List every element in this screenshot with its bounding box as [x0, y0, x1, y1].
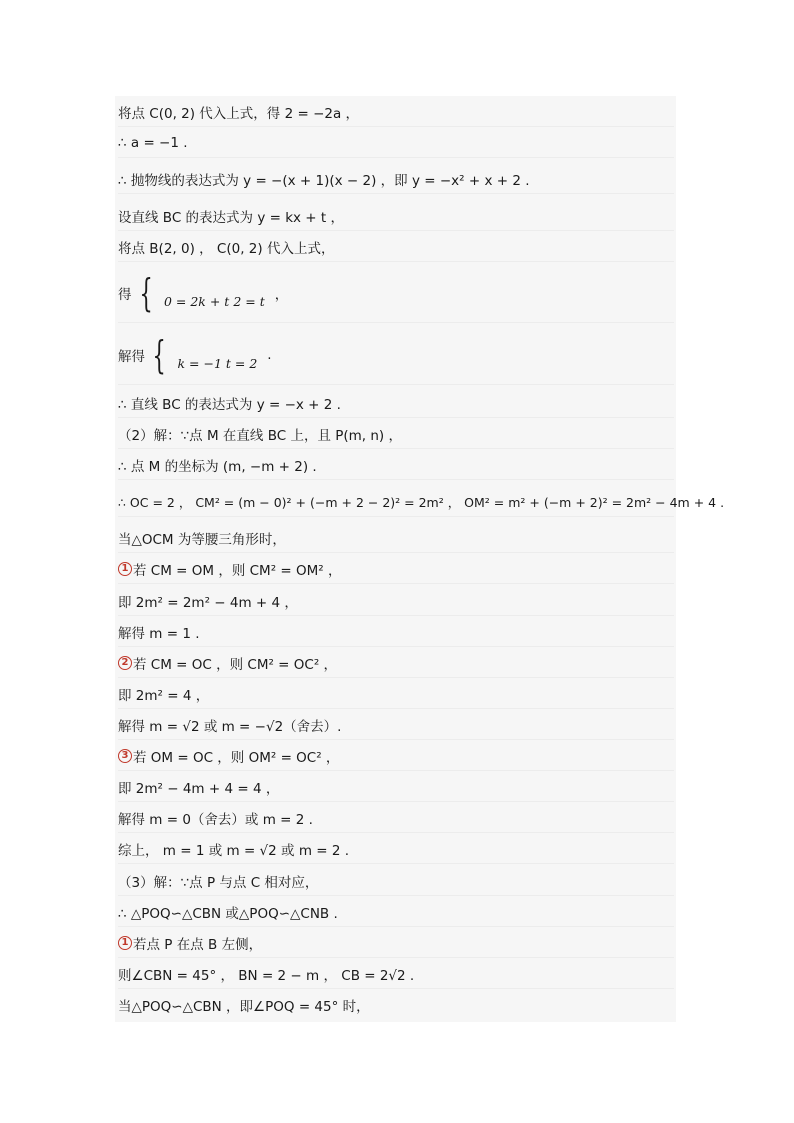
brace-icon: { [138, 271, 153, 315]
text-line: （3）解：∵点 P 与点 C 相对应， [118, 867, 674, 896]
circled-number: 1 [118, 936, 132, 950]
text-line: 当△POQ∽△CBN ，即∠POQ = 45° 时， [118, 999, 370, 1015]
system-prefix: 得 [118, 287, 132, 303]
equation-system [118, 326, 674, 385]
circled-number: 1 [118, 562, 132, 576]
text-line: 即 2m² = 2m² − 4m + 4 ， [118, 587, 674, 616]
brace-icon: { [152, 333, 166, 377]
text-line: 3 若 OM = OC ，则 OM² = OC² ， [118, 742, 674, 771]
circled-number: 2 [118, 656, 132, 670]
text-line: 解得 m = 0（舍去）或 m = 2 . [118, 804, 674, 833]
system-row: 0 = 2k + t [163, 294, 230, 309]
system-row: t = 2 [225, 356, 258, 371]
circled-number: 3 [118, 749, 132, 763]
text-line: 将点 B(2, 0) ， C(0, 2) 代入上式， [118, 233, 674, 262]
text-line: ∴ a = −1 . [118, 129, 674, 158]
system-row: 2 = t [233, 294, 265, 309]
text-line: ∴ △POQ∽△CBN 或△POQ∽△CNB . [118, 898, 674, 927]
equation-system [118, 264, 674, 323]
system-row: k = −1 [177, 356, 222, 371]
text-line: ∴ OC = 2 ， CM² = (m − 0)² + (−m + 2 − 2)² = 2m² ， OM² = m² + (−m + 2)² = 2m² − 4m + 4 . [118, 488, 674, 517]
text-line: （2）解：∵点 M 在直线 BC 上，且 P(m, n) ， [118, 420, 674, 449]
text-line: 即 2m² = 4 ， [118, 680, 674, 709]
text-line: 将点 C(0, 2) 代入上式，得 2 = −2a ， [118, 98, 674, 127]
text-line: 1 若 CM = OM ，则 CM² = OM² ， [118, 555, 674, 584]
system-block [132, 271, 265, 315]
system-block [145, 333, 258, 377]
system-prefix: 解得 [118, 349, 145, 365]
text-line: ∴ 直线 BC 的表达式为 y = −x + 2 . [118, 389, 674, 418]
text-line: 则∠CBN = 45° ， BN = 2 − m ， CB = 2√2 . [118, 960, 674, 989]
text-line: 解得 m = 1 . [118, 618, 674, 647]
text-line: 综上， m = 1 或 m = √2 或 m = 2 . [118, 835, 674, 864]
text-line: ∴ 抛物线的表达式为 y = −(x + 1)(x − 2) ，即 y = −x² + x + 2 . [118, 165, 674, 194]
text-line: 1 若点 P 在点 B 左侧， [118, 929, 674, 958]
text-line: 2 若 CM = OC ，则 CM² = OC² ， [118, 649, 674, 678]
text-line: 即 2m² − 4m + 4 = 4 ， [118, 773, 674, 802]
system-suffix: . [267, 347, 272, 363]
text-line: 解得 m = √2 或 m = −√2（舍去）. [118, 711, 674, 740]
text-line: 设直线 BC 的表达式为 y = kx + t ， [118, 202, 674, 231]
system-suffix: ， [274, 287, 289, 303]
text-line: 当△OCM 为等腰三角形时， [118, 524, 674, 553]
text-line: ∴ 点 M 的坐标为 (m, −m + 2) . [118, 451, 674, 480]
